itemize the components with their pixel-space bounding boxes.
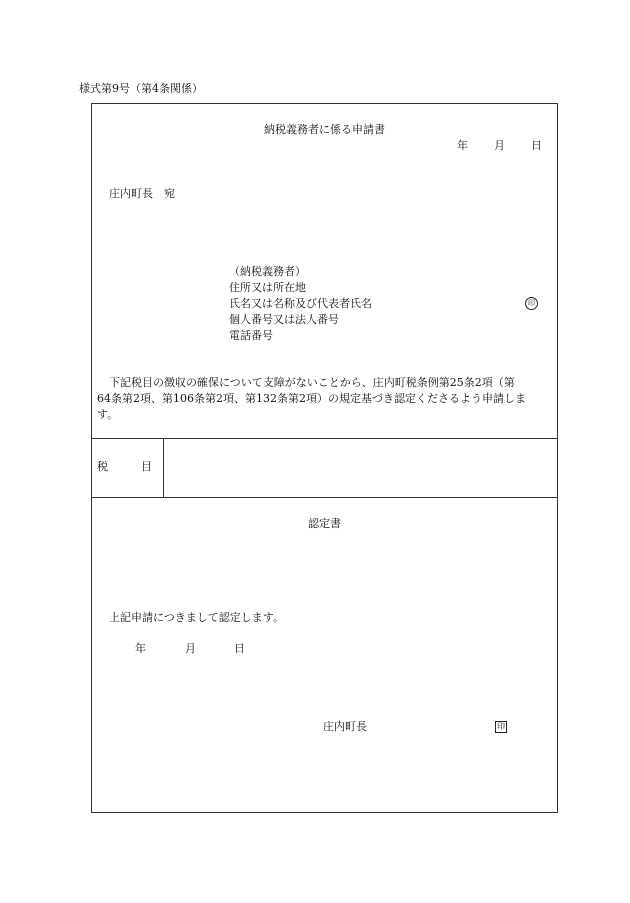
certification-date-day: 日 [234, 642, 245, 655]
application-date-day: 日 [531, 139, 542, 152]
applicant-name-label: 氏名又は名称及び代表者氏名 [229, 296, 372, 310]
seal-mark-icon: 印 [525, 297, 538, 310]
applicant-block [229, 264, 372, 344]
official-seal-icon: 印 [497, 722, 505, 731]
application-body-line-2: 64条第2項、第106条第2項、第132条第2項）の規定基づき認定くださるよう申請しま [97, 391, 526, 405]
divider-tax-item-bottom [92, 497, 557, 498]
tax-item-label: 税 目 [97, 460, 152, 473]
certification-statement: 上記申請につきまして認定します。 [109, 611, 284, 624]
certification-date-year: 年 [135, 642, 146, 655]
certification-signer: 庄内町長 [323, 720, 367, 733]
tax-item-divider [163, 438, 164, 497]
applicant-phone-label: 電話番号 [229, 328, 273, 342]
application-date-month: 月 [494, 139, 505, 152]
application-body-line-1: 下記税目の徴収の確保について支障がないことから、庄内町税条例第25条2項（第 [109, 376, 515, 389]
application-body-line-3: す。 [97, 407, 119, 421]
application-date-year: 年 [457, 139, 468, 152]
applicant-number-label: 個人番号又は法人番号 [229, 312, 339, 326]
applicant-heading: （納税義務者） [229, 265, 306, 278]
form-number: 様式第9号（第4条関係） [79, 82, 203, 95]
addressee: 庄内町長 宛 [109, 187, 175, 200]
certification-date-month: 月 [185, 642, 196, 655]
divider-tax-item-top [92, 438, 557, 439]
certification-title: 認定書 [308, 517, 341, 530]
applicant-address-label: 住所又は所在地 [229, 280, 306, 294]
application-form-frame [91, 103, 558, 813]
application-title: 納税義務者に係る申請書 [264, 123, 385, 136]
application-body-text [97, 375, 549, 423]
